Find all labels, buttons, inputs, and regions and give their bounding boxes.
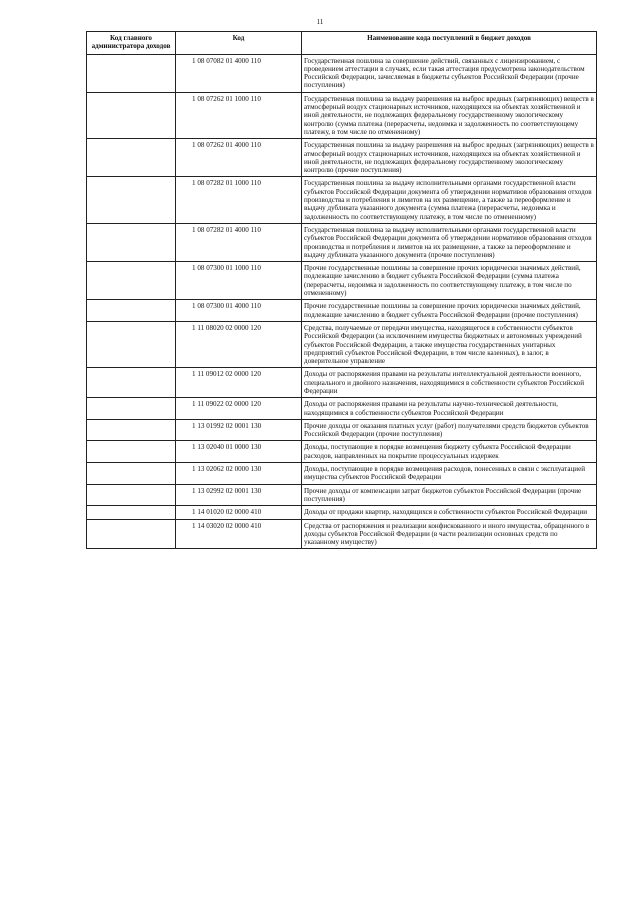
table-row xyxy=(87,506,597,519)
table-row xyxy=(87,139,597,177)
table-body xyxy=(87,54,597,549)
cell-code: 1 13 01992 02 0001 130 xyxy=(176,419,302,441)
cell-admin xyxy=(87,139,176,177)
cell-code: 1 08 07262 01 1000 110 xyxy=(176,92,302,138)
table-row xyxy=(87,262,597,300)
table-header-row xyxy=(87,32,597,55)
cell-code: 1 08 07300 01 1000 110 xyxy=(176,262,302,300)
header-code: Код xyxy=(176,32,302,55)
header-admin: Код главного администратора доходов xyxy=(87,32,176,55)
cell-name: Прочие государственные пошлины за совершение прочих юридически значимых действий, подлежащие зачислению в бюджет субъекта Российской Федерации (прочие поступления) xyxy=(302,300,597,322)
cell-admin xyxy=(87,54,176,92)
cell-name: Государственная пошлина за выдачу исполнительными органами государственной власти субъектов Российской Федерации документа об утверждении нормативов образования отходов производства и потребления и лимитов на их размещение, а также за переоформление и выдачу дубликата указанного документа (прочие поступления) xyxy=(302,223,597,261)
cell-code: 1 11 09012 02 0000 120 xyxy=(176,368,302,398)
cell-admin xyxy=(87,262,176,300)
table-row xyxy=(87,398,597,420)
table-row xyxy=(87,463,597,485)
cell-admin xyxy=(87,398,176,420)
cell-name: Прочие доходы от оказания платных услуг (работ) получателями средств бюджетов субъектов Российской Федерации (прочие поступления) xyxy=(302,419,597,441)
cell-name: Государственная пошлина за выдачу разрешения на выброс вредных (загрязняющих) веществ в атмосферный воздух стационарных источников, находящихся на объектах хозяйственной и иной деятельности, не подлежащих федеральному государственному экологическому контролю (прочие поступления) xyxy=(302,139,597,177)
cell-name: Средства от распоряжения и реализации конфискованного и иного имущества, обращенного в доходы субъектов Российской Федерации (в части реализации основных средств по указанному имуществу) xyxy=(302,519,597,549)
revenue-codes-table xyxy=(86,31,597,549)
cell-name: Прочие доходы от компенсации затрат бюджетов субъектов Российской Федерации (прочие поступления) xyxy=(302,484,597,506)
cell-admin xyxy=(87,484,176,506)
cell-code: 1 11 09022 02 0000 120 xyxy=(176,398,302,420)
cell-name: Средства, получаемые от передачи имущества, находящегося в собственности субъектов Российской Федерации (за исключением имущества бюджетных и автономных учреждений субъектов Российской Федерации, а также имущества государственных унитарных предприятий субъектов Российской Федерации, в том числе казенных), в залог, в доверительное управление xyxy=(302,321,597,367)
cell-admin xyxy=(87,441,176,463)
table-row xyxy=(87,519,597,549)
table-row xyxy=(87,419,597,441)
cell-admin xyxy=(87,463,176,485)
cell-admin xyxy=(87,223,176,261)
cell-admin xyxy=(87,506,176,519)
cell-name: Государственная пошлина за выдачу разрешения на выброс вредных (загрязняющих) веществ в атмосферный воздух стационарных источников, находящихся на объектах хозяйственной и иной деятельности, не подлежащих федеральному государственному экологическому контролю (сумма платежа (перерасчеты, недоимка и задолженность по соответствующему платежу, в том числе по отмененному) xyxy=(302,92,597,138)
table-row xyxy=(87,368,597,398)
cell-admin xyxy=(87,321,176,367)
cell-name: Государственная пошлина за совершение действий, связанных с лицензированием, с проведением аттестации в случаях, если такая аттестация предусмотрена законодательством Российской Федерации, зачисляемая в бюджеты субъектов Российской Федерации (прочие поступления) xyxy=(302,54,597,92)
table-row xyxy=(87,223,597,261)
table-row xyxy=(87,177,597,223)
cell-code: 1 13 02992 02 0001 130 xyxy=(176,484,302,506)
cell-name: Доходы, поступающие в порядке возмещения бюджету субъекта Российской Федерации расходов, направленных на покрытие процессуальных издержек xyxy=(302,441,597,463)
cell-code: 1 08 07300 01 4000 110 xyxy=(176,300,302,322)
cell-name: Доходы от распоряжения правами на результаты научно-технической деятельности, находящимися в собственности субъектов Российской Федерации xyxy=(302,398,597,420)
table-row xyxy=(87,54,597,92)
cell-name: Доходы, поступающие в порядке возмещения расходов, понесенных в связи с эксплуатацией имущества субъектов Российской Федерации xyxy=(302,463,597,485)
table-row xyxy=(87,484,597,506)
cell-admin xyxy=(87,519,176,549)
cell-admin xyxy=(87,368,176,398)
cell-code: 1 11 08020 02 0000 120 xyxy=(176,321,302,367)
table-row xyxy=(87,321,597,367)
cell-name: Прочие государственные пошлины за совершение прочих юридически значимых действий, подлежащие зачислению в бюджет субъекта Российской Федерации (сумма платежа (перерасчеты, недоимка и задолженность по соответствующему платежу, в том числе по отмененному) xyxy=(302,262,597,300)
cell-code: 1 08 07082 01 4000 110 xyxy=(176,54,302,92)
page-number: 11 xyxy=(316,18,324,26)
table-row xyxy=(87,300,597,322)
cell-admin xyxy=(87,92,176,138)
cell-code: 1 08 07282 01 4000 110 xyxy=(176,223,302,261)
cell-code: 1 13 02040 01 0000 130 xyxy=(176,441,302,463)
cell-code: 1 08 07262 01 4000 110 xyxy=(176,139,302,177)
cell-code: 1 13 02062 02 0000 130 xyxy=(176,463,302,485)
cell-admin xyxy=(87,177,176,223)
cell-name: Доходы от распоряжения правами на результаты интеллектуальной деятельности военного, специального и двойного назначения, находящимися в собственности субъектов Российской Федерации xyxy=(302,368,597,398)
cell-name: Государственная пошлина за выдачу исполнительными органами государственной власти субъектов Российской Федерации документа об утверждении нормативов образования отходов производства и потребления и лимитов на их размещение, а также за переоформление и выдачу дубликата указанного документа (сумма платежа (перерасчеты, недоимка и задолженность по соответствующему платежу, в том числе по отмененному) xyxy=(302,177,597,223)
cell-code: 1 14 03020 02 0000 410 xyxy=(176,519,302,549)
cell-code: 1 08 07282 01 1000 110 xyxy=(176,177,302,223)
cell-code: 1 14 01020 02 0000 410 xyxy=(176,506,302,519)
cell-name: Доходы от продажи квартир, находящихся в собственности субъектов Российской Федерации xyxy=(302,506,597,519)
header-name: Наименование кода поступлений в бюджет доходов xyxy=(302,32,597,55)
table-row xyxy=(87,92,597,138)
cell-admin xyxy=(87,300,176,322)
table-row xyxy=(87,441,597,463)
cell-admin xyxy=(87,419,176,441)
